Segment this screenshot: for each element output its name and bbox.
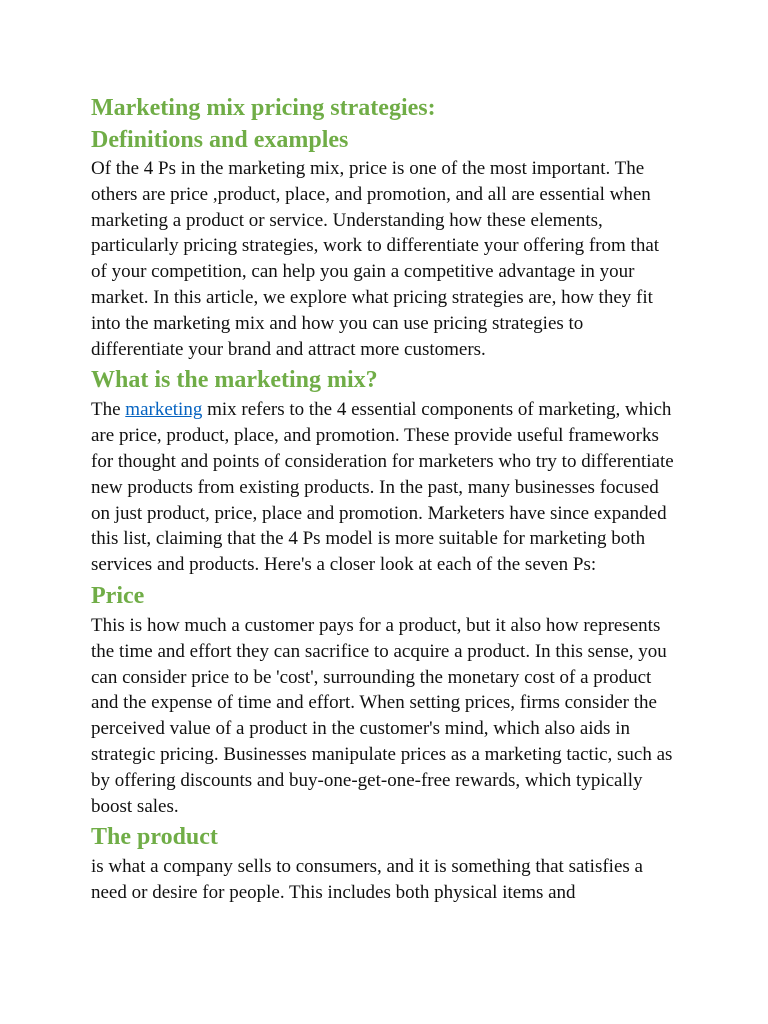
title-line-2: Definitions and examples [91,127,349,153]
intro-paragraph: Of the 4 Ps in the marketing mix, price is one of the most important. The others are price ,product, place, and promotion, and all are essential when marketing a product or service. Understanding how these elements, particularly pricing strategies, work to differentiate your offering from that of your competition, can help you gain a competitive advantage in your market. In this article, we explore what pricing strategies are, how they fit into the marketing mix and how you can use pricing strategies to differentiate your brand and attract more customers. [91,158,660,360]
heading-price: Price [91,582,145,609]
mix-text-after-link: mix refers to the 4 essential components of marketing, which are price, product, place, and promotion. These provide useful frameworks for thought and points of consideration for marketers who try to differentiate new products from existing products. In the past, many businesses focused on just product, price, place and promotion. Marketers have since expanded this list, claiming that the 4 Ps model is more suitable for marketing both services and products. Here's a closer look at each of the seven Ps: [91,399,674,576]
title-line-1: Marketing mix pricing strategies: [91,95,436,121]
heading-product: The product [91,824,218,851]
price-paragraph: This is how much a customer pays for a product, but it also how represents the time and effort they can sacrifice to acquire a product. In this sense, you can consider price to be 'cost', surrounding the monetary cost of a product and the expense of time and effort. When setting prices, firms consider the perceived value of a product in the customer's mind, which also aids in strategic pricing. Businesses manipulate prices as a marketing tactic, such as by offering discounts and buy-one-get-one-free rewards, which typically boost sales. [91,614,673,817]
mix-text-before-link: The [91,399,126,421]
marketing-link[interactable]: marketing [125,399,203,421]
heading-marketing-mix: What is the marketing mix? [91,367,378,394]
marketing-mix-paragraph [91,397,678,578]
document-title [91,92,678,156]
product-paragraph: is what a company sells to consumers, and it is something that satisfies a need or desire for people. This includes both physical items and [91,856,643,904]
